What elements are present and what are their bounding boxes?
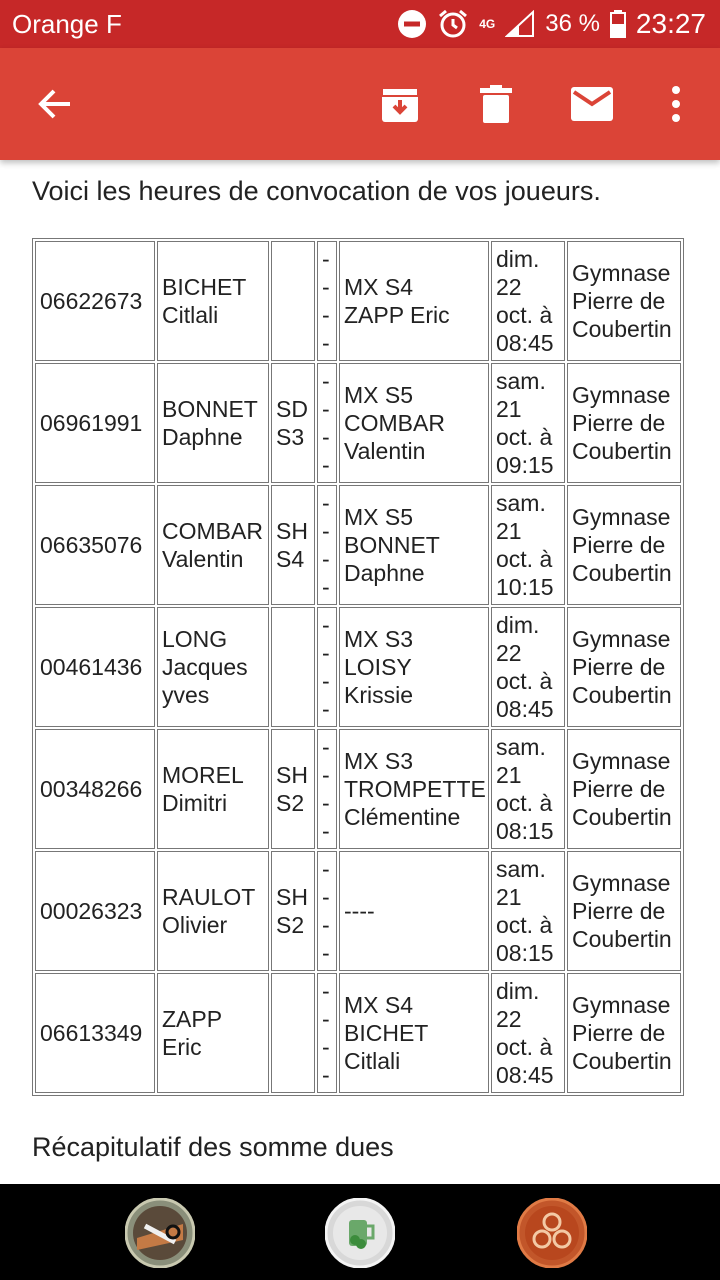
dash: - [322, 818, 330, 844]
venue [567, 363, 681, 483]
dash: - [322, 490, 330, 516]
bottom-dock [0, 1184, 720, 1280]
player-name-line: yves [162, 682, 210, 708]
convocation-date [491, 363, 565, 483]
dash: - [322, 1034, 330, 1060]
venue-line: Coubertin [572, 804, 672, 830]
mixed-category [339, 851, 489, 971]
mixed-category-line: MX S4 [344, 992, 414, 1018]
convocation-table [32, 238, 684, 1096]
venue-line: Gymnase [572, 260, 671, 286]
intro-text: Voici les heures de convocation de vos joueurs. [32, 176, 601, 206]
venue-line: Pierre de [572, 898, 666, 924]
single-category [271, 607, 315, 727]
table-row [35, 851, 681, 971]
venue [567, 973, 681, 1093]
mixed-category [339, 485, 489, 605]
double-category [317, 851, 337, 971]
venue-line: Pierre de [572, 410, 666, 436]
venue-line: Gymnase [572, 870, 671, 896]
venue-line: Pierre de [572, 288, 666, 314]
license-number-line: 06961991 [40, 410, 143, 436]
convocation-date-line: 21 [496, 518, 522, 544]
player-name-line: RAULOT [162, 884, 256, 910]
venue-line: Pierre de [572, 1020, 666, 1046]
mail-icon [571, 87, 613, 121]
double-category [317, 363, 337, 483]
license-number-line: 06622673 [40, 288, 143, 314]
mixed-category-line: Clémentine [344, 804, 461, 830]
player-name-line: Olivier [162, 912, 228, 938]
convocation-date-line: oct. à [496, 1034, 553, 1060]
mixed-category-line: MX S5 [344, 504, 414, 530]
convocation-date [491, 241, 565, 361]
double-category [317, 241, 337, 361]
convocation-date-line: oct. à [496, 912, 553, 938]
convocation-date-line: sam. [496, 490, 546, 516]
archive-icon [381, 85, 419, 123]
back-button[interactable] [26, 76, 82, 132]
license-number [35, 485, 155, 605]
mixed-category-line: Krissie [344, 682, 414, 708]
player-name [157, 485, 269, 605]
convocation-date-line: sam. [496, 368, 546, 394]
battery-percent: 36 % [545, 10, 600, 37]
single-category [271, 851, 315, 971]
player-name [157, 241, 269, 361]
license-number [35, 363, 155, 483]
bottle-opener-cap-icon [125, 1198, 195, 1268]
mixed-category-line: COMBAR [344, 410, 445, 436]
dash: - [322, 546, 330, 572]
convocation-date-line: dim. [496, 978, 540, 1004]
dash: - [322, 574, 330, 600]
dash: - [322, 330, 330, 356]
recap-heading: Récapitulatif des somme dues [32, 1132, 394, 1162]
more-vert-icon [671, 86, 681, 122]
table-row [35, 729, 681, 849]
clock: 23:27 [635, 8, 706, 39]
player-name [157, 607, 269, 727]
convocation-date-line: 10:15 [496, 574, 554, 600]
mixed-category-line: Citlali [344, 1048, 401, 1074]
dash: - [322, 790, 330, 816]
mixed-category-line: BONNET [344, 532, 440, 558]
mixed-category [339, 973, 489, 1093]
player-name-line: ZAPP [162, 1006, 223, 1032]
venue-line: Coubertin [572, 316, 672, 342]
convocation-date-line: 08:45 [496, 330, 554, 356]
venue [567, 485, 681, 605]
venue-line: Gymnase [572, 748, 671, 774]
mixed-category [339, 241, 489, 361]
dash: - [322, 396, 330, 422]
dash: - [322, 978, 330, 1004]
signal-icon [505, 10, 535, 38]
app-toolbar [0, 48, 720, 160]
dash: - [322, 940, 330, 966]
dash: - [322, 368, 330, 394]
convocation-date-line: oct. à [496, 668, 553, 694]
license-number [35, 607, 155, 727]
license-number-line: 06635076 [40, 532, 143, 558]
convocation-date-line: 08:45 [496, 1062, 554, 1088]
venue-line: Coubertin [572, 560, 672, 586]
convocation-date-line: oct. à [496, 546, 553, 572]
mixed-category-line: TROMPETTE [344, 776, 486, 802]
license-number-line: 00026323 [40, 898, 143, 924]
license-number-line: 00348266 [40, 776, 143, 802]
single-category-line: SH [276, 762, 308, 788]
venue-line: Gymnase [572, 504, 671, 530]
mixed-category [339, 363, 489, 483]
player-name-line: Valentin [162, 546, 244, 572]
license-number [35, 241, 155, 361]
player-name-line: Daphne [162, 424, 243, 450]
battery-icon [610, 10, 626, 38]
dash: - [322, 612, 330, 638]
double-category [317, 607, 337, 727]
mixed-category-line: MX S5 [344, 382, 414, 408]
network-type: 4G [479, 17, 496, 31]
dash: - [322, 856, 330, 882]
mixed-category-line: Daphne [344, 560, 425, 586]
license-number [35, 973, 155, 1093]
dash: - [322, 246, 330, 272]
archive-button[interactable] [372, 76, 428, 132]
convocation-date [491, 607, 565, 727]
convocation-date-line: oct. à [496, 790, 553, 816]
mail-button[interactable] [564, 76, 620, 132]
convocation-date-line: oct. à [496, 302, 553, 328]
dash: - [322, 640, 330, 666]
email-body[interactable] [0, 160, 720, 1184]
mixed-category-line: MX S3 [344, 626, 414, 652]
convocation-date-line: 21 [496, 884, 522, 910]
table-row [35, 363, 681, 483]
table-row [35, 241, 681, 361]
mixed-category-line: Valentin [344, 438, 426, 464]
convocation-date [491, 729, 565, 849]
mixed-category [339, 607, 489, 727]
convocation-date-line: 21 [496, 396, 522, 422]
single-category-line: SH [276, 518, 308, 544]
delete-button[interactable] [468, 76, 524, 132]
convocation-date [491, 485, 565, 605]
venue-line: Gymnase [572, 626, 671, 652]
dock-app-2[interactable] [325, 1198, 395, 1268]
dash: - [322, 302, 330, 328]
venue-line: Coubertin [572, 682, 672, 708]
convocation-date-line: 22 [496, 274, 522, 300]
mixed-category-line: ---- [344, 898, 375, 924]
player-name-line: Citlali [162, 302, 219, 328]
player-name-line: MOREL [162, 762, 244, 788]
dash: - [322, 762, 330, 788]
single-category-line: S4 [276, 546, 305, 572]
delete-icon [480, 85, 512, 123]
mixed-category-line: MX S3 [344, 748, 414, 774]
convocation-date-line: oct. à [496, 424, 553, 450]
single-category [271, 729, 315, 849]
venue-line: Pierre de [572, 776, 666, 802]
mixed-category-line: LOISY [344, 654, 412, 680]
dash: - [322, 734, 330, 760]
do-not-disturb-icon [397, 9, 427, 39]
dash: - [322, 1062, 330, 1088]
double-category [317, 485, 337, 605]
license-number-line: 06613349 [40, 1020, 143, 1046]
dash: - [322, 696, 330, 722]
venue-line: Coubertin [572, 438, 672, 464]
mixed-category-line: ZAPP Eric [344, 302, 450, 328]
mixed-category [339, 729, 489, 849]
mixed-category-line: MX S4 [344, 274, 414, 300]
convocation-date-line: 22 [496, 1006, 522, 1032]
table-row [35, 485, 681, 605]
dash: - [322, 668, 330, 694]
dash: - [322, 452, 330, 478]
venue-line: Coubertin [572, 926, 672, 952]
convocation-date-line: 08:45 [496, 696, 554, 722]
venue-line: Gymnase [572, 992, 671, 1018]
venue-line: Gymnase [572, 382, 671, 408]
convocation-date-line: sam. [496, 734, 546, 760]
double-category [317, 973, 337, 1093]
venue [567, 607, 681, 727]
beer-clover-cap-icon [325, 1198, 395, 1268]
dash: - [322, 912, 330, 938]
convocation-date-line: sam. [496, 856, 546, 882]
single-category [271, 973, 315, 1093]
convocation-date-line: 08:15 [496, 940, 554, 966]
dash: - [322, 274, 330, 300]
player-name [157, 729, 269, 849]
table-row [35, 973, 681, 1093]
dash: - [322, 518, 330, 544]
dash: - [322, 884, 330, 910]
player-name [157, 973, 269, 1093]
triskel-cap-icon [517, 1198, 587, 1268]
double-category [317, 729, 337, 849]
player-name-line: Jacques [162, 654, 248, 680]
convocation-date-line: 22 [496, 640, 522, 666]
single-category-line: S3 [276, 424, 305, 450]
venue [567, 241, 681, 361]
single-category [271, 363, 315, 483]
license-number-line: 00461436 [40, 654, 143, 680]
player-name [157, 363, 269, 483]
single-category-line: S2 [276, 790, 305, 816]
venue-line: Coubertin [572, 1048, 672, 1074]
dash: - [322, 424, 330, 450]
mixed-category-line: BICHET [344, 1020, 429, 1046]
dock-app-1[interactable] [125, 1198, 195, 1268]
venue [567, 851, 681, 971]
player-name-line: BONNET [162, 396, 258, 422]
player-name-line: Dimitri [162, 790, 228, 816]
status-icons [397, 8, 706, 40]
convocation-date [491, 851, 565, 971]
player-name-line: Eric [162, 1034, 202, 1060]
player-name-line: LONG [162, 626, 228, 652]
license-number [35, 851, 155, 971]
dash: - [322, 1006, 330, 1032]
carrier-name: Orange F [12, 9, 122, 39]
license-number [35, 729, 155, 849]
single-category-line: SD [276, 396, 308, 422]
alarm-icon [437, 8, 469, 40]
convocation-date-line: dim. [496, 246, 540, 272]
player-name-line: COMBAR [162, 518, 263, 544]
more-options-button[interactable] [648, 76, 704, 132]
single-category-line: S2 [276, 912, 305, 938]
convocation-date-line: 21 [496, 762, 522, 788]
venue [567, 729, 681, 849]
venue-line: Pierre de [572, 532, 666, 558]
convocation-date-line: 08:15 [496, 818, 554, 844]
convocation-date-line: 09:15 [496, 452, 554, 478]
table-row [35, 607, 681, 727]
back-arrow-icon [36, 86, 72, 122]
player-name [157, 851, 269, 971]
convocation-date [491, 973, 565, 1093]
convocation-date-line: dim. [496, 612, 540, 638]
single-category [271, 485, 315, 605]
venue-line: Pierre de [572, 654, 666, 680]
single-category-line: SH [276, 884, 308, 910]
player-name-line: BICHET [162, 274, 247, 300]
dock-app-3[interactable] [517, 1198, 587, 1268]
status-bar [0, 0, 720, 48]
single-category [271, 241, 315, 361]
